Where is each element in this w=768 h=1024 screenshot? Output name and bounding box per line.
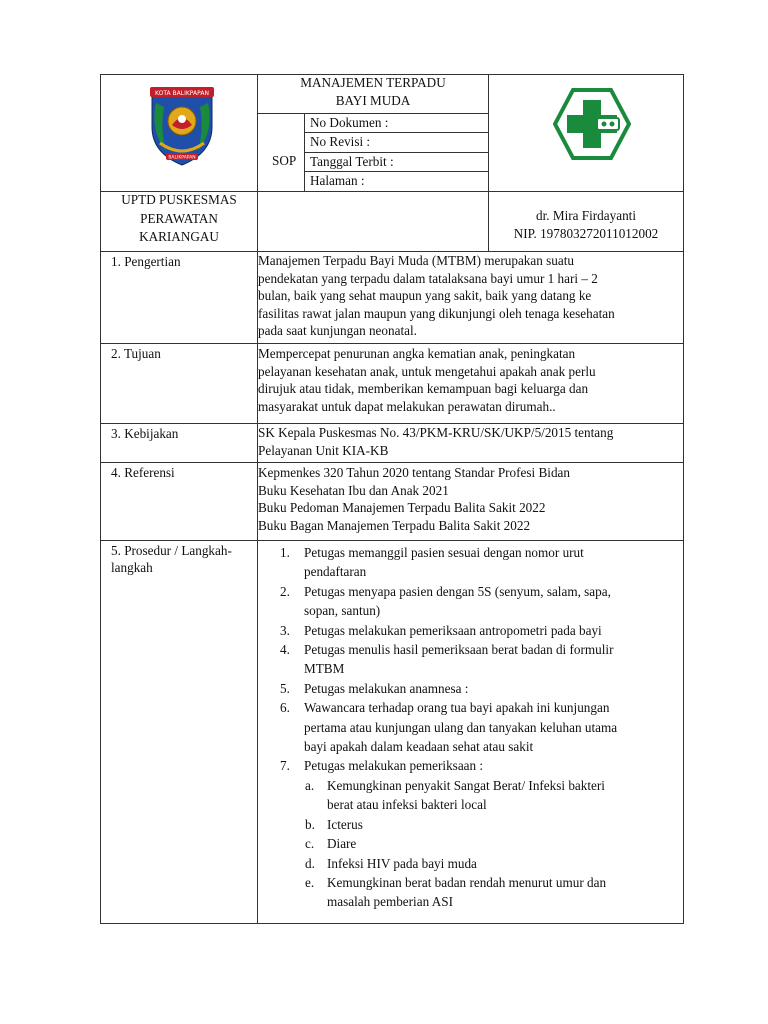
substep-line: Kemungkinan berat badan rendah menurut umur dan	[327, 874, 607, 890]
step-line: Wawancara terhadap orang tua bayi apakah ini kunjungan	[304, 700, 610, 716]
referensi-line: Kepmenkes 320 Tahun 2020 tentang Standar Profesi Bidan	[258, 465, 570, 480]
pengertian-line: Manajemen Terpadu Bayi Muda (MTBM) merupakan suatu	[258, 253, 574, 268]
puskesmas-logo	[553, 88, 631, 160]
sop-label: SOP	[272, 153, 297, 168]
procedure-substep	[258, 873, 678, 912]
document-title	[258, 74, 488, 110]
row-line-2	[100, 343, 684, 344]
pengertian-line: bulan, baik yang sehat maupun yang sakit, baik yang datang ke	[258, 288, 592, 303]
step-line: Petugas memanggil pasien sesuai dengan nomor urut	[304, 545, 584, 560]
substep-line: masalah pemberian ASI	[327, 894, 453, 910]
procedure-step	[258, 543, 678, 582]
pengertian-line: pada saat kunjungan neonatal.	[258, 323, 417, 338]
tujuan-line: dirujuk atau tidak, memberikan kemampuan bagi keluarga dan	[258, 381, 589, 396]
procedure-substep	[258, 854, 678, 873]
field-halaman: Halaman :	[310, 173, 365, 188]
kebijakan-line: Pelayanan Unit KIA-KB	[258, 442, 389, 458]
step-line: MTBM	[304, 661, 345, 677]
pengertian-line: pendekatan yang terpadu dalam tatalaksana bayi umur 1 hari – 2	[258, 270, 598, 286]
label-referensi: 4. Referensi	[111, 465, 175, 480]
step-line: Petugas melakukan pemeriksaan :	[304, 758, 484, 774]
pengertian-line: fasilitas rawat jalan maupun yang dikunjungi oleh tenaga kesehatan	[258, 305, 615, 321]
title-line-2: BAYI MUDA	[335, 93, 411, 108]
balikpapan-crest-logo	[146, 81, 218, 167]
step-line: Petugas menulis hasil pemeriksaan berat badan di formulir	[304, 642, 614, 658]
procedure-substep	[258, 834, 678, 853]
step-line: Petugas melakukan pemeriksaan antropometri pada bayi	[304, 622, 602, 638]
kebijakan-line: SK Kepala Puskesmas No. 43/PKM-KRU/SK/UKP/5/2015 tentang	[258, 425, 614, 440]
step-line: sopan, santun)	[304, 603, 381, 619]
step-number: 2.	[280, 583, 290, 599]
row-line-4	[100, 462, 684, 463]
field-tanggal-terbit: Tanggal Terbit :	[310, 154, 394, 169]
text-kebijakan	[258, 424, 613, 459]
procedure-list	[258, 543, 678, 912]
org-line-2: PERAWATAN	[140, 210, 218, 226]
substep-line: Icterus	[327, 816, 363, 832]
step-number: 7.	[280, 758, 290, 774]
title-line-1: MANAJEMEN TERPADU	[300, 75, 446, 90]
procedure-step	[258, 621, 678, 640]
svg-text:KOTA BALIKPAPAN: KOTA BALIKPAPAN	[155, 90, 209, 97]
substep-letter: a.	[305, 777, 315, 793]
tujuan-line: Mempercepat penurunan angka kematian anak, peningkatan	[258, 346, 576, 361]
procedure-step	[258, 640, 678, 679]
substep-letter: d.	[305, 855, 315, 871]
procedure-step	[258, 679, 678, 698]
referensi-line: Buku Pedoman Manajemen Terpadu Balita Sakit 2022	[258, 500, 546, 515]
step-line: pendaftaran	[304, 564, 367, 580]
substep-letter: e.	[305, 874, 315, 890]
referensi-line: Buku Kesehatan Ibu dan Anak 2021	[258, 482, 449, 498]
step-line: Petugas menyapa pasien dengan 5S (senyum, salam, sapa,	[304, 583, 611, 599]
substep-letter: b.	[305, 816, 315, 832]
row-line-5	[100, 540, 684, 541]
substep-line: Infeksi HIV pada bayi muda	[327, 855, 477, 871]
signer-nip: NIP. 197803272011012002	[513, 226, 659, 241]
step-line: bayi apakah dalam keadaan sehat atau sakit	[304, 739, 534, 755]
org-line-1: UPTD PUSKESMAS	[121, 192, 237, 207]
label-kebijakan: 3. Kebijakan	[111, 426, 179, 441]
substep-line: Kemungkinan penyakit Sangat Berat/ Infeksi bakteri	[327, 777, 605, 793]
border-bottom	[100, 923, 684, 924]
procedure-step	[258, 698, 678, 756]
substep-line: Diare	[327, 836, 357, 852]
procedure-step	[258, 756, 678, 775]
text-pengertian	[258, 252, 615, 340]
svg-text:BALIKPAPAN: BALIKPAPAN	[168, 155, 196, 161]
organization-name	[101, 191, 257, 247]
tujuan-line: masyarakat untuk dapat melakukan perawatan dirumah..	[258, 398, 556, 414]
prosedur-label-line-1: 5. Prosedur / Langkah-	[111, 543, 232, 558]
procedure-substep	[258, 776, 678, 815]
org-line-3: KARIANGAU	[139, 229, 219, 244]
step-line: Petugas melakukan anamnesa :	[304, 680, 469, 696]
text-tujuan	[258, 345, 596, 415]
step-number: 4.	[280, 642, 290, 658]
signer-name: dr. Mira Firdayanti	[536, 208, 636, 223]
label-pengertian: 1. Pengertian	[111, 254, 181, 269]
step-line: pertama atau kunjungan ulang dan tanyakan keluhan utama	[304, 719, 618, 735]
text-referensi	[258, 464, 570, 534]
step-number: 6.	[280, 700, 290, 716]
substep-letter: c.	[305, 836, 315, 852]
field-no-revisi: No Revisi :	[310, 134, 371, 149]
signer-block	[489, 207, 683, 243]
tujuan-line: pelayanan kesehatan anak, untuk mengetahui apakah anak perlu	[258, 363, 596, 379]
step-number: 5.	[280, 680, 290, 696]
step-number: 3.	[280, 622, 290, 638]
border-right	[683, 74, 684, 924]
procedure-substep	[258, 815, 678, 834]
referensi-line: Buku Bagan Manajemen Terpadu Balita Sakit 2022	[258, 517, 531, 533]
prosedur-label-line-2: langkah	[111, 560, 153, 575]
substep-line: berat atau infeksi bakteri local	[327, 797, 487, 813]
label-tujuan: 2. Tujuan	[111, 346, 161, 361]
step-number: 1.	[280, 545, 290, 560]
field-no-dokumen: No Dokumen :	[310, 115, 389, 130]
label-prosedur	[111, 542, 232, 576]
procedure-step	[258, 582, 678, 621]
